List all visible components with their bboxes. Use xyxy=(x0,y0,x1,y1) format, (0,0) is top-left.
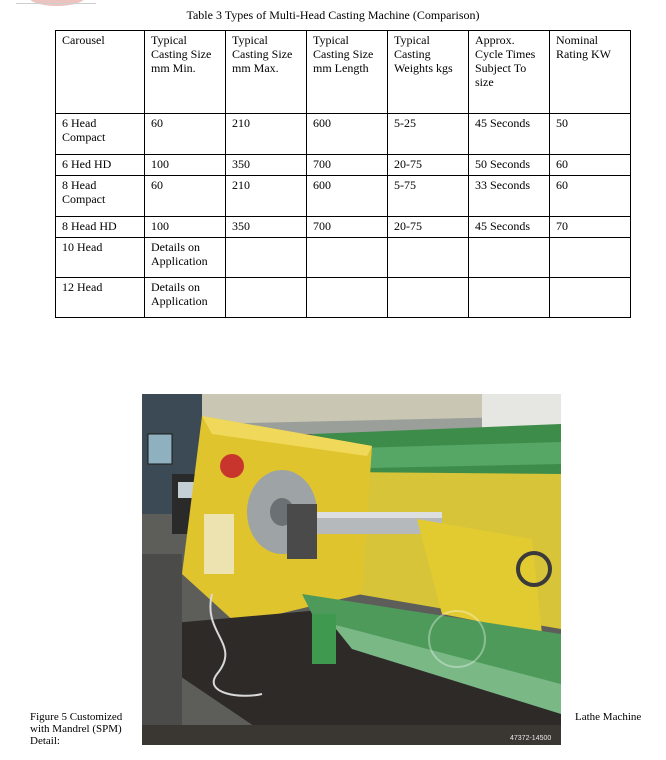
table-cell xyxy=(307,238,388,278)
cell-text-line: Typical xyxy=(394,33,430,47)
table-cell xyxy=(307,114,388,155)
cell-text-line: 5-75 xyxy=(394,178,416,192)
cell-text-line: 60 xyxy=(556,178,568,192)
table-cell xyxy=(56,217,145,238)
table-cell xyxy=(226,155,307,176)
table-cell xyxy=(56,176,145,217)
cell-text-line: 70 xyxy=(556,219,568,233)
cell-text-line: Typical xyxy=(232,33,268,47)
table-cell xyxy=(388,217,469,238)
cell-text-line: size xyxy=(475,75,494,89)
table-row xyxy=(56,176,631,217)
cell-text-line: 6 Hed HD xyxy=(62,157,112,171)
cell-text-line: 45 Seconds xyxy=(475,219,530,233)
table-cell xyxy=(145,217,226,238)
cell-text-line: 60 xyxy=(151,178,163,192)
table-row xyxy=(56,155,631,176)
table-header-row xyxy=(56,31,631,114)
table-cell xyxy=(145,278,226,318)
cell-text-line: Rating KW xyxy=(556,47,611,61)
cell-text-line: 5-25 xyxy=(394,116,416,130)
cell-text-line: Approx. xyxy=(475,33,515,47)
table-cell xyxy=(550,155,631,176)
cell-text-line: 8 Head xyxy=(62,178,97,192)
cell-text-line: Cycle Times xyxy=(475,47,536,61)
comparison-table xyxy=(55,30,631,318)
table-cell xyxy=(56,238,145,278)
figure-caption-line: Figure 5 Customized xyxy=(30,711,123,723)
table-cell xyxy=(307,217,388,238)
header-cell xyxy=(226,31,307,114)
cell-text-line: 33 Seconds xyxy=(475,178,530,192)
figure-caption-line: with Mandrel (SPM) xyxy=(30,723,122,735)
cell-text-line: Casting Size xyxy=(151,47,212,61)
table-cell xyxy=(550,278,631,318)
cell-text-line: Casting xyxy=(394,47,431,61)
cell-text-line: 10 Head xyxy=(62,240,103,254)
cell-text-line: Subject To xyxy=(475,61,527,75)
table-cell xyxy=(307,176,388,217)
lathe-machine-photo xyxy=(142,394,561,745)
cell-text-line: 60 xyxy=(556,157,568,171)
cell-text-line: 45 Seconds xyxy=(475,116,530,130)
cell-text-line: mm Min. xyxy=(151,61,196,75)
cell-text-line: Typical xyxy=(313,33,349,47)
cell-text-line: 700 xyxy=(313,157,331,171)
figure-caption-line: Detail: xyxy=(30,735,60,747)
table-row xyxy=(56,114,631,155)
header-cell xyxy=(388,31,469,114)
cell-text-line: 210 xyxy=(232,116,250,130)
table-cell xyxy=(388,155,469,176)
cell-text-line: Compact xyxy=(62,192,106,206)
cell-text-line: Carousel xyxy=(62,33,105,47)
cell-text-line: 50 xyxy=(556,116,568,130)
cell-text-line: Weights kgs xyxy=(394,61,453,75)
table-cell xyxy=(226,176,307,217)
table-cell xyxy=(550,217,631,238)
cell-text-line: Details on xyxy=(151,280,200,294)
table-cell xyxy=(226,278,307,318)
cell-text-line: 6 Head xyxy=(62,116,97,130)
table-cell xyxy=(56,155,145,176)
cell-text-line: Nominal xyxy=(556,33,598,47)
header-cell xyxy=(307,31,388,114)
table-caption: Table 3 Types of Multi-Head Casting Machine (Comparison) xyxy=(186,8,480,22)
table-cell xyxy=(226,114,307,155)
table-row xyxy=(56,217,631,238)
table-cell xyxy=(307,278,388,318)
cell-text-line: Compact xyxy=(62,130,106,144)
cell-text-line: 350 xyxy=(232,219,250,233)
cell-text-line: Casting Size xyxy=(232,47,293,61)
table-row xyxy=(56,238,631,278)
cell-text-line: 600 xyxy=(313,116,331,130)
table-cell xyxy=(145,114,226,155)
table-cell xyxy=(388,278,469,318)
cell-text-line: mm Length xyxy=(313,61,369,75)
header-cell xyxy=(56,31,145,114)
table-cell xyxy=(307,155,388,176)
table-cell xyxy=(145,176,226,217)
table-cell xyxy=(469,114,550,155)
table-row xyxy=(56,278,631,318)
cell-text-line: 50 Seconds xyxy=(475,157,530,171)
header-cell xyxy=(469,31,550,114)
figure-caption-left xyxy=(30,711,130,747)
table-cell xyxy=(550,238,631,278)
table-cell xyxy=(469,217,550,238)
cell-text-line: 350 xyxy=(232,157,250,171)
table-cell xyxy=(550,114,631,155)
cell-text-line: 20-75 xyxy=(394,157,422,171)
cell-text-line: Casting Size xyxy=(313,47,374,61)
cell-text-line: 8 Head HD xyxy=(62,219,117,233)
cell-text-line: Application xyxy=(151,294,208,308)
table-cell xyxy=(469,278,550,318)
cell-text-line: mm Max. xyxy=(232,61,279,75)
cell-text-line: Details on xyxy=(151,240,200,254)
figure-caption-right: Lathe Machine xyxy=(575,711,642,723)
cell-text-line: 100 xyxy=(151,157,169,171)
cell-text-line: Typical xyxy=(151,33,187,47)
header-rule xyxy=(16,3,96,4)
table-cell xyxy=(226,217,307,238)
table-cell xyxy=(388,176,469,217)
table-cell xyxy=(388,114,469,155)
table-cell xyxy=(56,114,145,155)
cell-text-line: 60 xyxy=(151,116,163,130)
cell-text-line: 100 xyxy=(151,219,169,233)
cell-text-line: 20-75 xyxy=(394,219,422,233)
cell-text-line: 700 xyxy=(313,219,331,233)
table-cell xyxy=(226,238,307,278)
table-cell xyxy=(145,238,226,278)
table-cell xyxy=(469,155,550,176)
table-cell xyxy=(550,176,631,217)
header-cell xyxy=(145,31,226,114)
cell-text-line: Application xyxy=(151,254,208,268)
cell-text-line: 12 Head xyxy=(62,280,103,294)
table-cell xyxy=(56,278,145,318)
cell-text-line: 210 xyxy=(232,178,250,192)
cell-text-line: 600 xyxy=(313,178,331,192)
table-cell xyxy=(469,176,550,217)
photo-id-text: 47372-14500 xyxy=(510,735,552,742)
table-cell xyxy=(388,238,469,278)
table-cell xyxy=(469,238,550,278)
table-cell xyxy=(145,155,226,176)
header-cell xyxy=(550,31,631,114)
